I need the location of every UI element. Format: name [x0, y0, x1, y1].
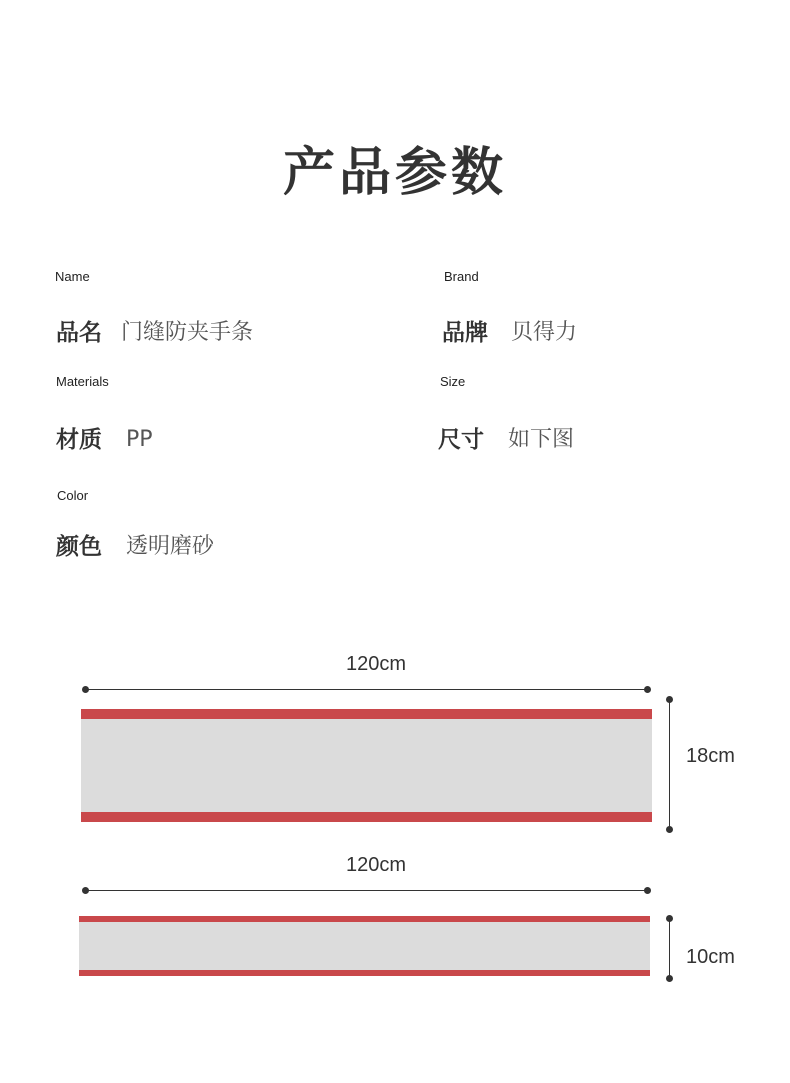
size-label: 尺寸 [438, 427, 484, 453]
material-label: 材质 [56, 427, 102, 453]
length-dimension-line [85, 689, 648, 690]
strip-top-edge [81, 709, 652, 719]
width-dimension-label: 10cm [686, 946, 735, 968]
width-dimension-line [669, 699, 670, 829]
dimension-endpoint-dot [666, 975, 673, 982]
length-dimension-label: 120cm [346, 854, 407, 876]
dimension-endpoint-dot [82, 887, 89, 894]
name-en-label: Name [55, 269, 90, 284]
dimension-endpoint-dot [666, 696, 673, 703]
door-strip-18cm [81, 709, 652, 822]
length-dimension-line [85, 890, 648, 891]
strip-bottom-edge [79, 970, 650, 976]
size-value: 如下图 [508, 427, 575, 452]
brand-label: 品牌 [442, 320, 488, 346]
length-dimension-label: 120cm [346, 653, 407, 675]
color-value: 透明磨砂 [126, 534, 215, 559]
width-dimension-line [669, 918, 670, 978]
page-title: 产品参数 [282, 143, 507, 203]
brand-value: 贝得力 [511, 320, 578, 345]
color-en-label: Color [57, 488, 89, 503]
dimension-endpoint-dot [644, 686, 651, 693]
color-label: 颜色 [56, 534, 102, 560]
door-strip-10cm [79, 916, 650, 976]
strip-top-edge [79, 916, 650, 922]
material-en-label: Materials [56, 374, 109, 389]
name-label: 品名 [56, 320, 102, 346]
dimension-endpoint-dot [666, 826, 673, 833]
dimension-endpoint-dot [82, 686, 89, 693]
dimension-endpoint-dot [644, 887, 651, 894]
brand-en-label: Brand [444, 269, 479, 284]
width-dimension-label: 18cm [686, 745, 735, 767]
dimension-endpoint-dot [666, 915, 673, 922]
material-value: PP [126, 427, 153, 452]
name-value: 门缝防夹手条 [121, 320, 254, 345]
strip-bottom-edge [81, 812, 652, 822]
size-en-label: Size [440, 374, 466, 389]
